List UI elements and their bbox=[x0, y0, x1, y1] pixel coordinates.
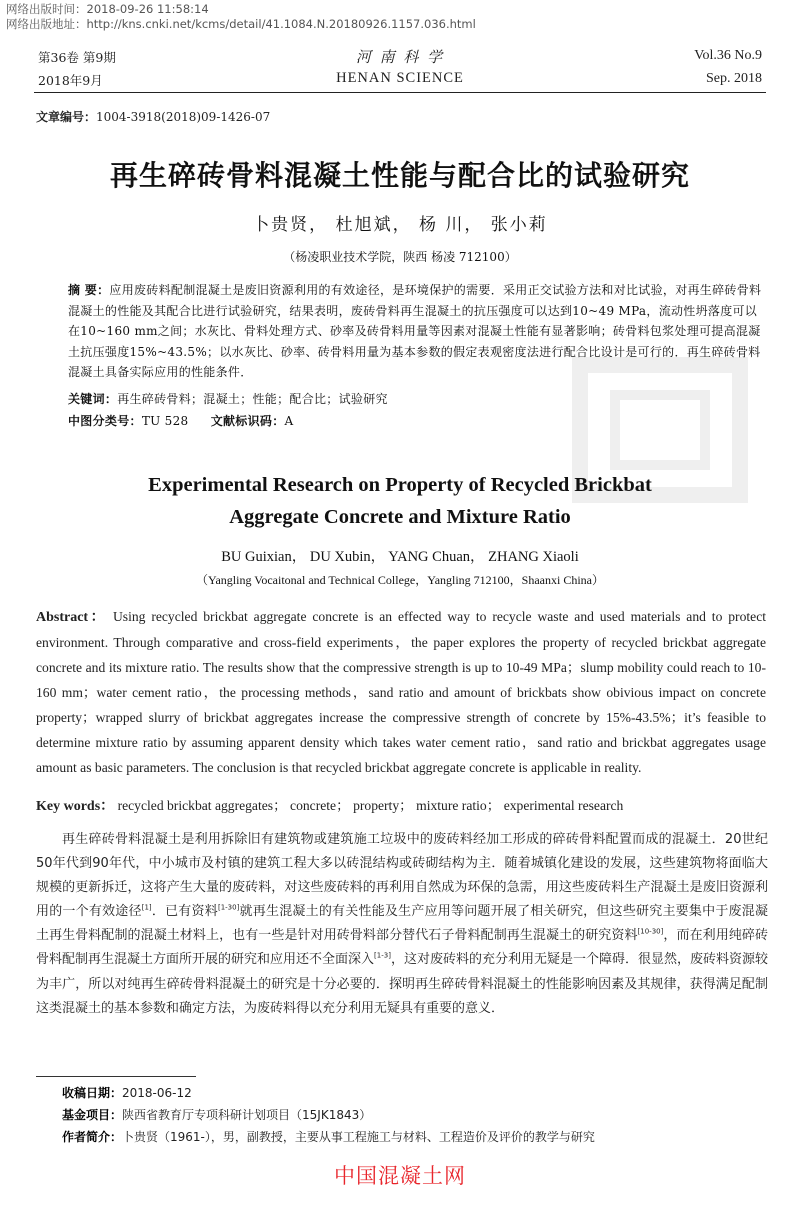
abstract-cn-label: 摘 要： bbox=[68, 283, 110, 297]
authors-en: BU Guixian， DU Xubin， YANG Chuan， ZHANG Xiaoli bbox=[221, 549, 579, 565]
paper-title-en-line2: Aggregate Concrete and Mixture Ratio bbox=[229, 506, 571, 528]
keywords-en-label: Key words： bbox=[36, 799, 115, 814]
abstract-en bbox=[36, 604, 766, 780]
abstract-cn-text: 应用废砖料配制混凝土是废旧资源利用的有效途径，是环境保护的需要．采用正交试验方法和对比试验，对再生碎砖骨料混凝土的性能及其配合比进行试验研究，结果表明，废砖骨料再生混凝土的抗压强度可以达到10~49 MPa，流动性坍落度可以在10~160 mm之间；水灰比、骨料处理方式、砂率及砖骨料用量等因素对混凝土性能有显著影响；砖骨料包浆处理可提高混凝土抗压强度15%~43.5%；以水灰比、砂率、砖骨料用量为基本参数的假定表观密度法进行配合比设计是可行的．再生碎砖骨料混凝土具备实际应用的性能条件． bbox=[68, 283, 762, 380]
body-text-1: 再生碎砖骨料混凝土是利用拆除旧有建筑物或建筑施工垃圾中的废砖料经加工形成的碎砖骨料配置而成的混凝土．20世纪50年代到90年代，中小城市及村镇的建筑工程大多以砖混结构或砖砌结构为主．随着城镇化建设的发展，这些建筑物将面临大规模的更新拆迁，这将产生大量的废砖料，对这些废砖料的再利用自然成为环保的急需，用这些废砖料生产混凝土是废旧资源利用的一个有效途径 bbox=[36, 832, 768, 920]
author-bio-label: 作者简介： bbox=[62, 1130, 123, 1144]
clc-value: TU 528 bbox=[141, 414, 189, 428]
author-bio-value: 卜贵贤（1961-），男，副教授，主要从事工程施工与材料、工程造价及评价的教学与研究 bbox=[122, 1130, 595, 1144]
fund-project bbox=[62, 1106, 371, 1123]
date-en: Sep. 2018 bbox=[706, 71, 762, 86]
received-value: 2018-06-12 bbox=[122, 1086, 192, 1100]
paper-title-cn: 再生碎砖骨料混凝土性能与配合比的试验研究 bbox=[109, 159, 690, 192]
publish-url-stamp bbox=[6, 17, 476, 32]
footnote-rule bbox=[36, 1076, 196, 1077]
received-date bbox=[62, 1084, 192, 1101]
article-number bbox=[36, 108, 270, 125]
journal-name-en: HENAN SCIENCE bbox=[336, 70, 464, 86]
volume-en: Vol.36 No.9 bbox=[694, 48, 762, 63]
volume-cn: 第36卷 第9期 bbox=[38, 50, 116, 65]
keywords-cn bbox=[68, 389, 766, 410]
classification bbox=[68, 411, 766, 432]
keywords-cn-label: 关键词： bbox=[68, 392, 118, 406]
keywords-en bbox=[36, 793, 766, 819]
citation-4: [1-3] bbox=[374, 952, 391, 961]
clc-label: 中图分类号： bbox=[68, 414, 142, 428]
doc-code-label: 文献标识码： bbox=[210, 414, 285, 428]
date-cn: 2018年9月 bbox=[38, 73, 103, 88]
article-number-value: 1004-3918(2018)09-1426-07 bbox=[96, 110, 271, 124]
publish-time-value: 2018-09-26 11:58:14 bbox=[86, 2, 209, 16]
fund-value: 陕西省教育厅专项科研计划项目（15JK1843） bbox=[122, 1108, 372, 1122]
body-text-5: ，这对废砖料的充分利用无疑是一个障碍．很显然，废砖料资源较为丰广，所以对纯再生碎砖骨料混凝土的研究是十分必要的．探明再生碎砖骨料混凝土的性能影响因素及其规律，获得满足配制这类混凝土的基本参数和确定方法，为废砖料得以充分利用无疑具有重要的意义． bbox=[36, 952, 768, 1016]
fund-label: 基金项目： bbox=[62, 1108, 123, 1122]
affiliation-cn: （杨凌职业技术学院，陕西 杨凌 712100） bbox=[283, 250, 517, 264]
publish-url-label: 网络出版地址： bbox=[6, 17, 87, 31]
body-text-3: 就再生混凝土的有关性能及生产应用等问题开展了相关研究，但这些研究主要集中于废混凝土再生骨料配制的混凝土材料上，也有一些是针对用砖骨料部分替代石子骨料配制再生混凝土的研究资料 bbox=[36, 904, 768, 944]
publish-time-label: 网络出版时间： bbox=[6, 2, 87, 16]
paper-title-en-line1: Experimental Research on Property of Recycled Brickbat bbox=[148, 474, 652, 496]
publish-url-link[interactable]: http://kns.cnki.net/kcms/detail/41.1084.N.20180926.1157.036.html bbox=[86, 17, 476, 31]
body-text-4: ，而在利用纯碎砖骨料配制再生混凝土方面所开展的研究和应用还不全面深入 bbox=[36, 928, 768, 968]
received-label: 收稿日期： bbox=[62, 1086, 123, 1100]
keywords-cn-text: 再生碎砖骨料；混凝土；性能；配合比；试验研究 bbox=[117, 392, 388, 406]
abstract-cn bbox=[68, 280, 766, 383]
citation-2: [1-30] bbox=[217, 903, 240, 912]
abstract-en-label: Abstract： bbox=[36, 610, 108, 625]
header-rule bbox=[34, 92, 766, 93]
publish-time-stamp bbox=[6, 2, 209, 17]
authors-cn: 卜贵贤， 杜旭斌， 杨 川， 张小莉 bbox=[252, 215, 548, 235]
journal-name-cn: 河 南 科 学 bbox=[355, 48, 445, 66]
keywords-en-text: recycled brickbat aggregates； concrete； property； mixture ratio； experimental research bbox=[117, 798, 624, 813]
affiliation-en: （Yangling Vocaitonal and Technical College，Yangling 712100，Shaanxi China） bbox=[195, 573, 605, 587]
citation-3: [10-30] bbox=[637, 928, 664, 937]
abstract-en-text: Using recycled brickbat aggregate concrete is an effected way to recycle waste and used materials and to protect environment. Through comparative and cross-field experiments，the paper explores the property of recycled brickbat aggregate concrete and its mixture ratio. The results show that the compressive strength is up to 10-49 MPa；slump mobility could reach to 10-160 mm；water cement ratio，the processing methods，sand ratio and amount of brickbats show obivious impact on concrete property；wrapped slurry of brickbat aggregates increase the compressive strength of concrete by 15%-43.5%；it’s feasible to determine mixture ratio by assuming apparent density which takes water cement ratio，sand ratio and brickbat aggregates usage amount as basic parameters. The conclusion is that recycled brickbat aggregate concrete is applicable in reality. bbox=[36, 609, 766, 775]
body-paragraph bbox=[36, 828, 768, 1021]
site-watermark: 中国混凝土网 bbox=[334, 1164, 466, 1188]
author-bio bbox=[62, 1128, 595, 1145]
citation-1: [1] bbox=[141, 903, 152, 912]
article-number-label: 文章编号： bbox=[36, 110, 97, 124]
doc-code-value: A bbox=[284, 414, 294, 428]
body-text-2: ．已有资料 bbox=[151, 904, 218, 920]
